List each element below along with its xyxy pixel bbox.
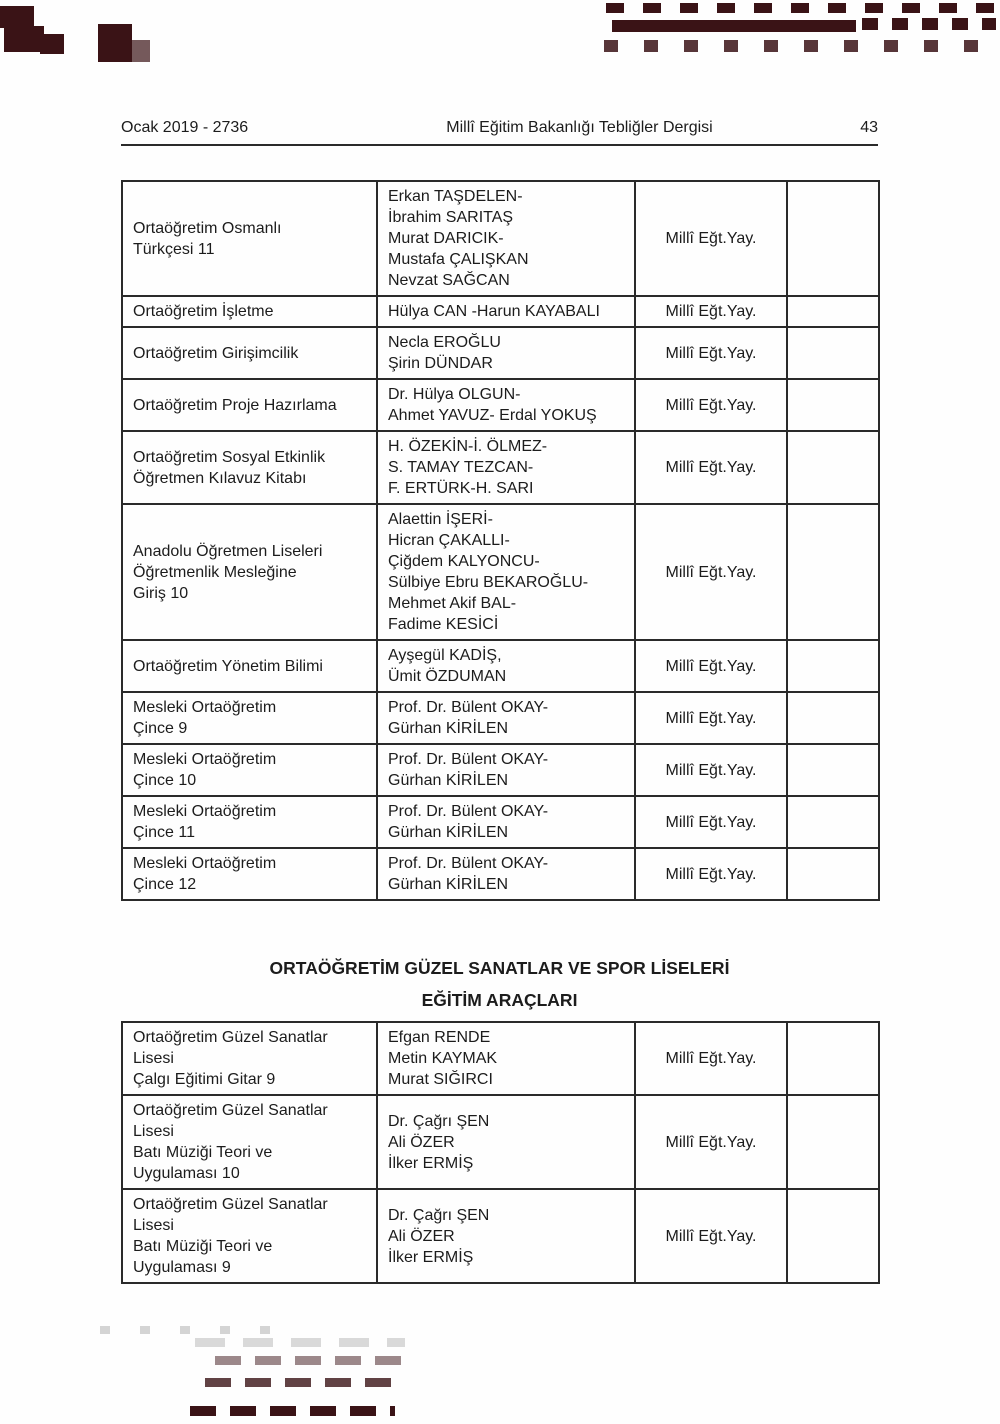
authors-cell: Alaettin İŞERİ- Hicran ÇAKALLI- Çiğdem KALYONCU- Sülbiye Ebru BEKAROĞLU- Mehmet Akif BAL- Fadime KESİCİ (377, 504, 635, 640)
publisher-cell: Millî Eğt.Yay. (635, 1189, 787, 1283)
empty-cell (787, 431, 879, 504)
table-row (122, 848, 879, 900)
empty-cell (787, 504, 879, 640)
section-title-line1: ORTAÖĞRETİM GÜZEL SANATLAR VE SPOR LİSELERİ (269, 958, 730, 978)
publisher-cell: Millî Eğt.Yay. (635, 1095, 787, 1189)
empty-cell (787, 379, 879, 431)
publisher-cell: Millî Eğt.Yay. (635, 379, 787, 431)
empty-cell (787, 796, 879, 848)
book-title-cell: Ortaöğretim Güzel Sanatlar Lisesi Çalgı Eğitimi Gitar 9 (122, 1022, 377, 1095)
authors-cell: Dr. Çağrı ŞEN Ali ÖZER İlker ERMİŞ (377, 1095, 635, 1189)
book-title-cell: Mesleki Ortaöğretim Çince 11 (122, 796, 377, 848)
table-row (122, 431, 879, 504)
book-title-cell: Ortaöğretim Proje Hazırlama (122, 379, 377, 431)
scan-artifact-bottom-dashes-2 (205, 1378, 397, 1387)
empty-cell (787, 848, 879, 900)
publisher-cell: Millî Eğt.Yay. (635, 327, 787, 379)
authors-cell: Necla EROĞLU Şirin DÜNDAR (377, 327, 635, 379)
empty-cell (787, 296, 879, 327)
table-row (122, 379, 879, 431)
empty-cell (787, 1095, 879, 1189)
table-row (122, 504, 879, 640)
section-title (121, 952, 878, 1016)
header-rule (121, 144, 878, 146)
book-title-cell: Ortaöğretim İşletme (122, 296, 377, 327)
book-title-cell: Ortaöğretim Güzel Sanatlar Lisesi Batı Müziği Teori ve Uygulaması 10 (122, 1095, 377, 1189)
scan-artifact-bottom-dashes-3 (190, 1406, 395, 1416)
scan-artifact-bottom-faint-1 (100, 1326, 300, 1334)
table-row (122, 1189, 879, 1283)
book-title-cell: Ortaöğretim Yönetim Bilimi (122, 640, 377, 692)
publisher-cell: Millî Eğt.Yay. (635, 692, 787, 744)
empty-cell (787, 327, 879, 379)
empty-cell (787, 1022, 879, 1095)
authors-cell: Efgan RENDE Metin KAYMAK Murat SIĞIRCI (377, 1022, 635, 1095)
publisher-cell: Millî Eğt.Yay. (635, 796, 787, 848)
scan-artifact-top-band (612, 20, 856, 32)
book-title-cell: Mesleki Ortaöğretim Çince 9 (122, 692, 377, 744)
header-page-number: 43 (860, 119, 878, 136)
book-title-cell: Ortaöğretim Güzel Sanatlar Lisesi Batı Müziği Teori ve Uygulaması 9 (122, 1189, 377, 1283)
table-row (122, 296, 879, 327)
table-row (122, 1095, 879, 1189)
publisher-cell: Millî Eğt.Yay. (635, 744, 787, 796)
book-title-cell: Mesleki Ortaöğretim Çince 12 (122, 848, 377, 900)
table-row (122, 1022, 879, 1095)
authors-cell: Hülya CAN -Harun KAYABALI (377, 296, 635, 327)
empty-cell (787, 181, 879, 296)
books-table-2 (121, 1021, 880, 1284)
publisher-cell: Millî Eğt.Yay. (635, 504, 787, 640)
publisher-cell: Millî Eğt.Yay. (635, 1022, 787, 1095)
empty-cell (787, 744, 879, 796)
table-row (122, 744, 879, 796)
table-row (122, 327, 879, 379)
book-title-cell: Mesleki Ortaöğretim Çince 10 (122, 744, 377, 796)
book-title-cell: Anadolu Öğretmen Liseleri Öğretmenlik Mesleğine Giriş 10 (122, 504, 377, 640)
page-header (121, 119, 878, 137)
table-row (122, 640, 879, 692)
authors-cell: Prof. Dr. Bülent OKAY- Gürhan KİRİLEN (377, 692, 635, 744)
scan-artifact-top-dashes-1 (606, 3, 996, 13)
scan-artifact-bottom-faint-2 (195, 1338, 405, 1347)
book-title-cell: Ortaöğretim Sosyal Etkinlik Öğretmen Kılavuz Kitabı (122, 431, 377, 504)
authors-cell: Ayşegül KADİŞ, Ümit ÖZDUMAN (377, 640, 635, 692)
authors-cell: Dr. Çağrı ŞEN Ali ÖZER İlker ERMİŞ (377, 1189, 635, 1283)
book-title-cell: Ortaöğretim Girişimcilik (122, 327, 377, 379)
publisher-cell: Millî Eğt.Yay. (635, 640, 787, 692)
header-issue: Ocak 2019 - 2736 (121, 119, 249, 136)
books-table-1 (121, 180, 880, 901)
scan-artifact-bottom-dashes-1 (215, 1356, 405, 1365)
authors-cell: Prof. Dr. Bülent OKAY- Gürhan KİRİLEN (377, 796, 635, 848)
publisher-cell: Millî Eğt.Yay. (635, 431, 787, 504)
authors-cell: Prof. Dr. Bülent OKAY- Gürhan KİRİLEN (377, 848, 635, 900)
authors-cell: Erkan TAŞDELEN- İbrahim SARITAŞ Murat DARICIK- Mustafa ÇALIŞKAN Nevzat SAĞCAN (377, 181, 635, 296)
authors-cell: H. ÖZEKİN-İ. ÖLMEZ- S. TAMAY TEZCAN- F. ERTÜRK-H. SARI (377, 431, 635, 504)
table-row (122, 181, 879, 296)
publisher-cell: Millî Eğt.Yay. (635, 296, 787, 327)
authors-cell: Prof. Dr. Bülent OKAY- Gürhan KİRİLEN (377, 744, 635, 796)
authors-cell: Dr. Hülya OLGUN- Ahmet YAVUZ- Erdal YOKUŞ (377, 379, 635, 431)
book-title-cell: Ortaöğretim Osmanlı Türkçesi 11 (122, 181, 377, 296)
section-title-line2: EĞİTİM ARAÇLARI (421, 990, 578, 1010)
header-title: Millî Eğitim Bakanlığı Tebliğler Dergisi (446, 119, 713, 136)
table-row (122, 692, 879, 744)
scan-artifact-top-dashes-3 (604, 40, 996, 52)
table-row (122, 796, 879, 848)
scan-artifact-top-dashes-2 (862, 18, 996, 30)
publisher-cell: Millî Eğt.Yay. (635, 181, 787, 296)
empty-cell (787, 1189, 879, 1283)
empty-cell (787, 640, 879, 692)
empty-cell (787, 692, 879, 744)
publisher-cell: Millî Eğt.Yay. (635, 848, 787, 900)
